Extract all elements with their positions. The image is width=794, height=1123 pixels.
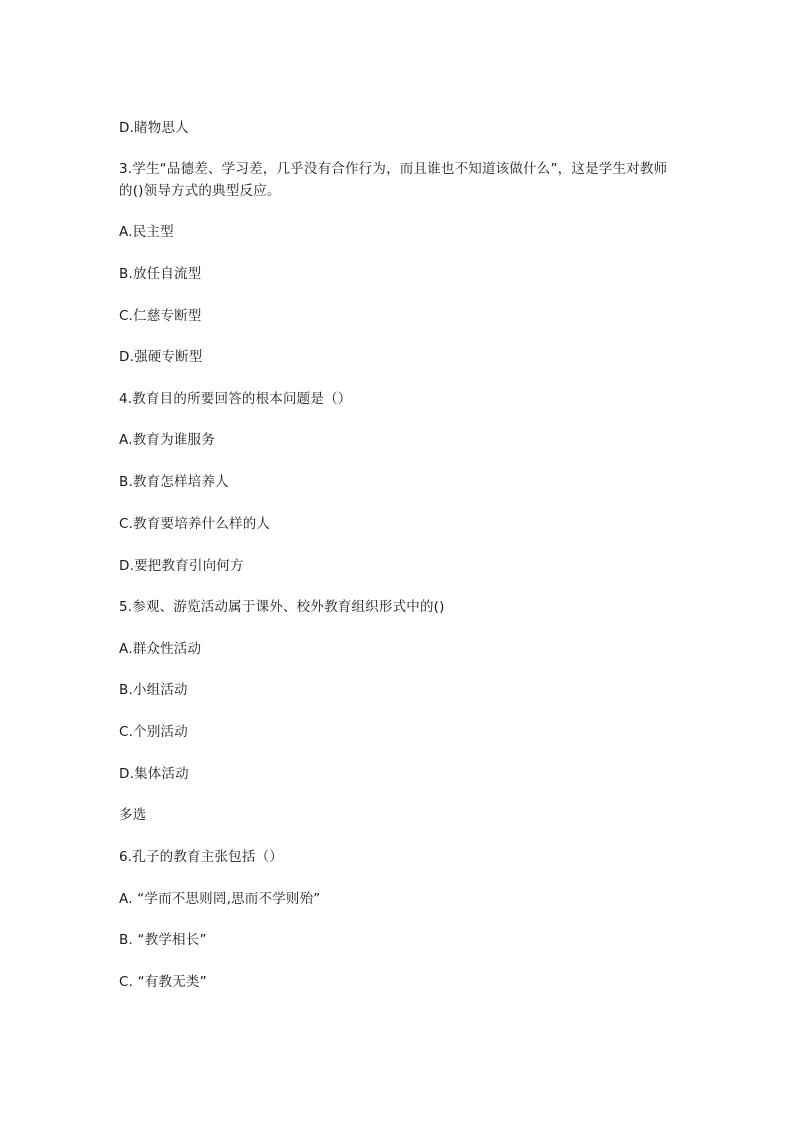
question-4-option-d: D.要把教育引向何方 [119,558,244,574]
question-3-stem: 3.学生“品德差、学习差，几乎没有合作行为，而且谁也不知道该做什么”，这是学生对教师的()领导方式的典型反应。 [119,161,668,199]
question-5-option-c: C.个别活动 [119,724,188,740]
question-6-option-a: A. “学而不思则罔,思而不学则殆” [119,891,321,907]
question-2-option-d: D.睹物思人 [119,120,189,136]
question-3-option-a: A.民主型 [119,224,174,240]
question-6-option-c: C. “有教无类” [119,974,207,990]
question-5-option-b: B.小组活动 [119,682,188,698]
question-3-option-b: B.放任自流型 [119,266,202,282]
question-4-option-c: C.教育要培养什么样的人 [119,516,271,532]
question-3-option-c: C.仁慈专断型 [119,308,202,324]
question-4-option-a: A.教育为谁服务 [119,432,215,448]
question-3-option-d: D.强硬专断型 [119,349,203,365]
question-5-option-a: A.群众性活动 [119,641,202,657]
section-heading-multiple-choice: 多选 [119,807,147,823]
question-5-stem: 5.参观、游览活动属于课外、校外教育组织形式中的() [119,599,445,615]
question-4-stem: 4.教育目的所要回答的根本问题是（） [119,391,352,407]
question-5-option-d: D.集体活动 [119,766,189,782]
question-6-stem: 6.孔子的教育主张包括（） [119,849,283,865]
question-6-option-b: B. “教学相长” [119,932,207,948]
question-4-option-b: B.教育怎样培养人 [119,474,229,490]
